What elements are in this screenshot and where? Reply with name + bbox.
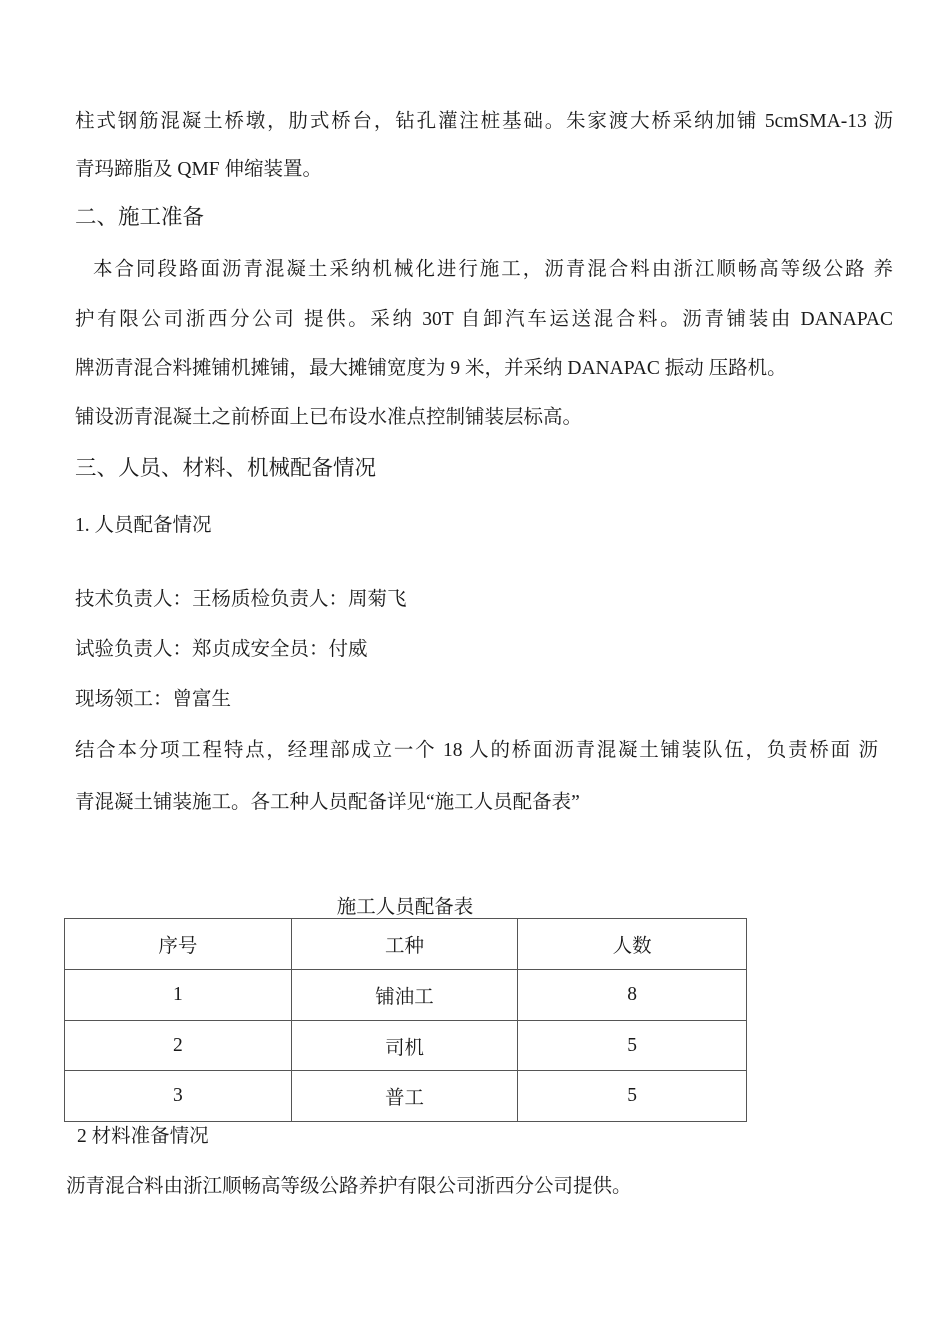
staffing-table bbox=[64, 918, 747, 1122]
section-title-construction-prep: 二、施工准备 bbox=[75, 205, 205, 229]
table-cell: 5 bbox=[518, 1071, 747, 1122]
table-row bbox=[65, 970, 747, 1021]
table-cell: 8 bbox=[518, 970, 747, 1021]
table-row bbox=[65, 1071, 747, 1122]
paragraph-prep-line-3: 牌沥青混合料摊铺机摊铺，最大摊铺宽度为 9 米，并采纳 DANAPAC 振动 压路机。 bbox=[75, 358, 787, 379]
staff-list-line-2: 试验负责人：郑贞成安全员：付威 bbox=[75, 639, 368, 660]
paragraph-benchmark: 铺设沥青混凝土之前桥面上已布设水准点控制铺装层标高。 bbox=[75, 407, 583, 428]
paragraph-team-line-2: 青混凝土铺装施工。各工种人员配备详见“施工人员配备表” bbox=[75, 792, 580, 813]
staff-list-line-1: 技术负责人：王杨质检负责人：周菊飞 bbox=[75, 589, 407, 610]
table-cell: 5 bbox=[518, 1021, 747, 1071]
paragraph-prep-line-2: 护有限公司浙西分公司 提供。采纳 30T 自卸汽车运送混合料。沥青铺装由 DANAPAC bbox=[75, 309, 893, 330]
section-title-resources: 三、人员、材料、机械配备情况 bbox=[75, 456, 377, 480]
subsection-title-materials: 2 材料准备情况 bbox=[77, 1126, 209, 1147]
table-header-cell: 序号 bbox=[65, 919, 292, 970]
paragraph-prep-line-1: 本合同段路面沥青混凝土采纳机械化进行施工，沥青混合料由浙江顺畅高等级公路 养 bbox=[93, 259, 893, 280]
table-header-cell: 人数 bbox=[518, 919, 747, 970]
table-header-cell: 工种 bbox=[291, 919, 518, 970]
table-cell: 司机 bbox=[291, 1021, 518, 1071]
staff-list-line-3: 现场领工：曾富生 bbox=[75, 689, 232, 710]
table-header-row bbox=[65, 919, 747, 970]
subsection-title-personnel: 1. 人员配备情况 bbox=[75, 515, 212, 536]
table-cell: 普工 bbox=[291, 1071, 518, 1122]
paragraph-materials: 沥青混合料由浙江顺畅高等级公路养护有限公司浙西分公司提供。 bbox=[66, 1176, 632, 1197]
table-cell: 1 bbox=[65, 970, 292, 1021]
table-cell: 2 bbox=[65, 1021, 292, 1071]
table-cell: 3 bbox=[65, 1071, 292, 1122]
table-caption: 施工人员配备表 bbox=[336, 897, 474, 918]
table-row bbox=[65, 1021, 747, 1071]
paragraph-bridge-line-1: 柱式钢筋混凝土桥墩，肋式桥台，钻孔灌注桩基础。朱家渡大桥采纳加铺 5cmSMA-13 沥 bbox=[75, 111, 893, 132]
paragraph-bridge-line-2: 青玛蹄脂及 QMF 伸缩装置。 bbox=[75, 159, 323, 180]
table-cell: 铺油工 bbox=[291, 970, 518, 1021]
paragraph-team-line-1: 结合本分项工程特点，经理部成立一个 18 人的桥面沥青混凝土铺装队伍，负责桥面 沥 bbox=[75, 740, 878, 761]
